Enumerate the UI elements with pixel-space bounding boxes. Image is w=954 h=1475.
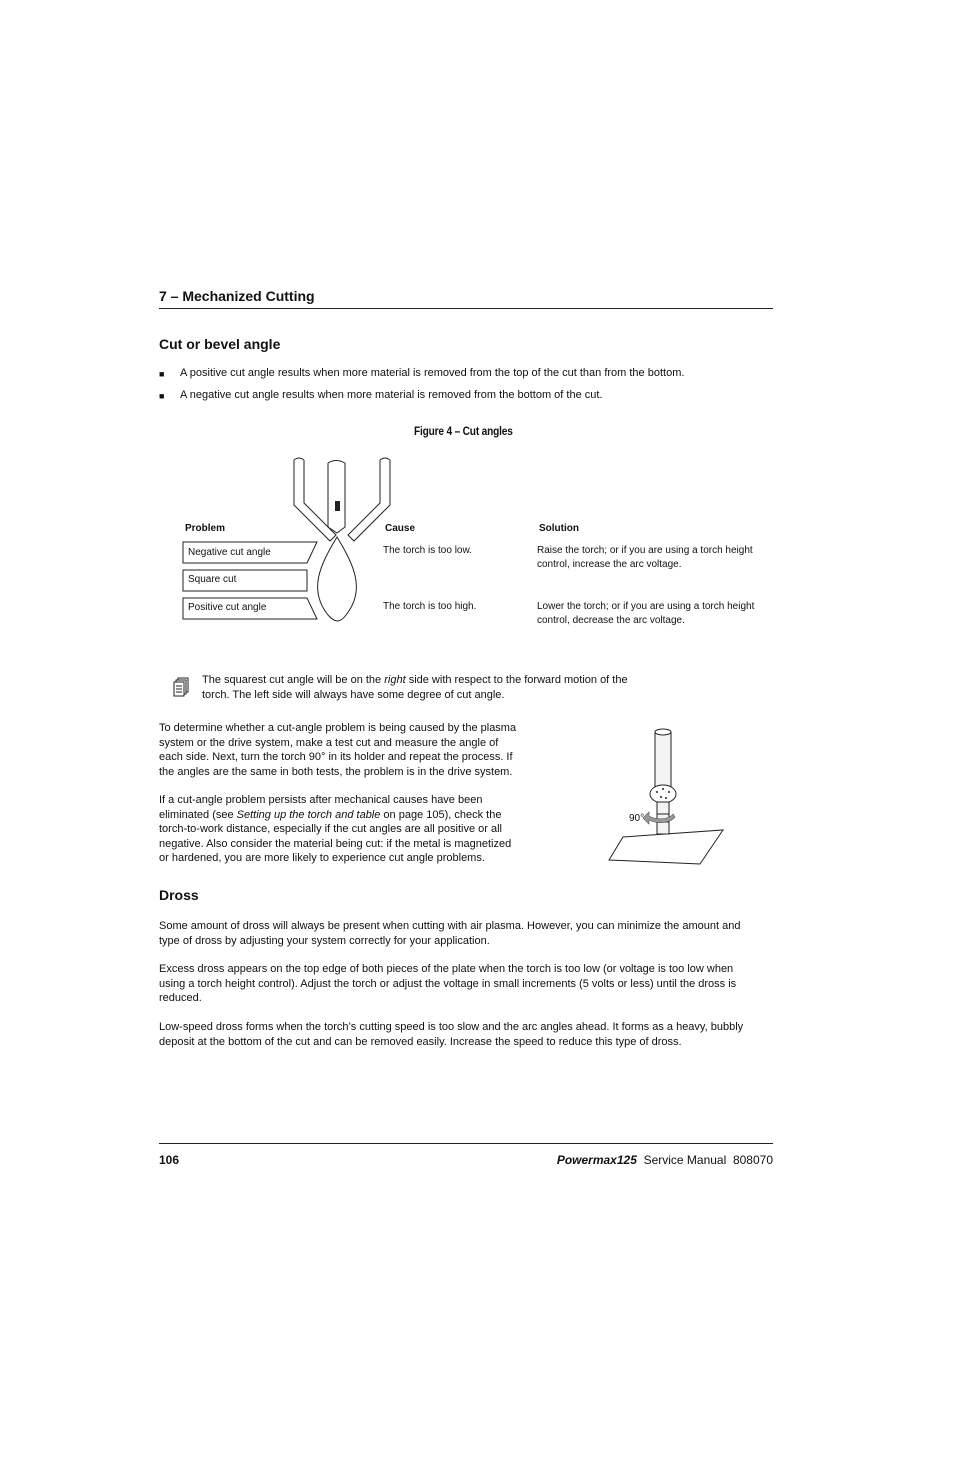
header-problem: Problem [185,523,226,534]
figure-title: Figure 4 – Cut angles [414,426,513,438]
section-title-dross: Dross [159,887,199,903]
bullet-item: A positive cut angle results when more material is removed from the top of the cut than from the bottom. [180,367,685,379]
note-text: The squarest cut angle will be on the right side with respect to the forward motion of the torch. The left side will always have some degree of cut angle. [202,674,628,701]
section-title-cut-angle: Cut or bevel angle [159,336,281,352]
page-number: 106 [159,1153,180,1167]
problem-label: Square cut [188,574,237,585]
cause-cell: The torch is too low. [383,545,472,556]
chapter-heading: 7 – Mechanized Cutting [159,288,315,304]
bullet-item: A negative cut angle results when more material is removed from the bottom of the cut. [180,389,603,401]
bullet-marker: ■ [159,391,165,401]
solution-cell: Lower the torch; or if you are using a torch height control, decrease the arc voltage. [537,601,755,626]
note-icon [172,677,190,697]
torch-rotation-diagram [605,722,727,870]
footer-rule [159,1143,773,1144]
bullet-marker: ■ [159,369,165,379]
header-solution: Solution [539,523,579,534]
angle-label: 90° [629,813,645,824]
header-cause: Cause [385,523,416,534]
paragraph-low-speed-dross: Low-speed dross forms when the torch’s cutting speed is too slow and the arc angles ahead. It forms as a heavy, bubbly deposit at the bottom of the cut and can be removed easily. Increase the speed to reduce this type of dross. [159,1021,744,1048]
paragraph-test-cut: To determine whether a cut-angle problem is being caused by the plasma system or the drive system, make a test cut and measure the angle of each side. Next, turn the torch 90° in its holder and repeat the process. If the angles are the same in both tests, the problem is in the drive system. [159,722,517,778]
paragraph-dross-intro: Some amount of dross will always be present when cutting with air plasma. However, you can minimize the amount and type of dross by adjusting your system correctly for your application. [159,920,741,947]
solution-cell: Raise the torch; or if you are using a torch height control, increase the arc voltage. [537,545,753,570]
paragraph-excess-dross: Excess dross appears on the top edge of both pieces of the plate when the torch is too low (or voltage is too low when using a torch height control). Adjust the torch or adjust the voltage in small increments (5 volts or less) until the dross is reduced. [159,963,737,1004]
cause-cell: The torch is too high. [383,601,477,612]
footer-manual-info: Powermax125 Service Manual 808070 [556,1153,773,1167]
problem-label: Positive cut angle [188,602,267,613]
header-rule [159,308,773,309]
problem-label: Negative cut angle [188,547,271,558]
paragraph-persists: If a cut-angle problem persists after mechanical causes have been eliminated (see Setting up the torch and table on page 105), check the torch-to-work distance, especially if the cut angles are all positive or all negative. Also consider the material being cut: if the metal is magnetized or hardened, you are more likely to experience cut angle problems. [159,794,512,864]
